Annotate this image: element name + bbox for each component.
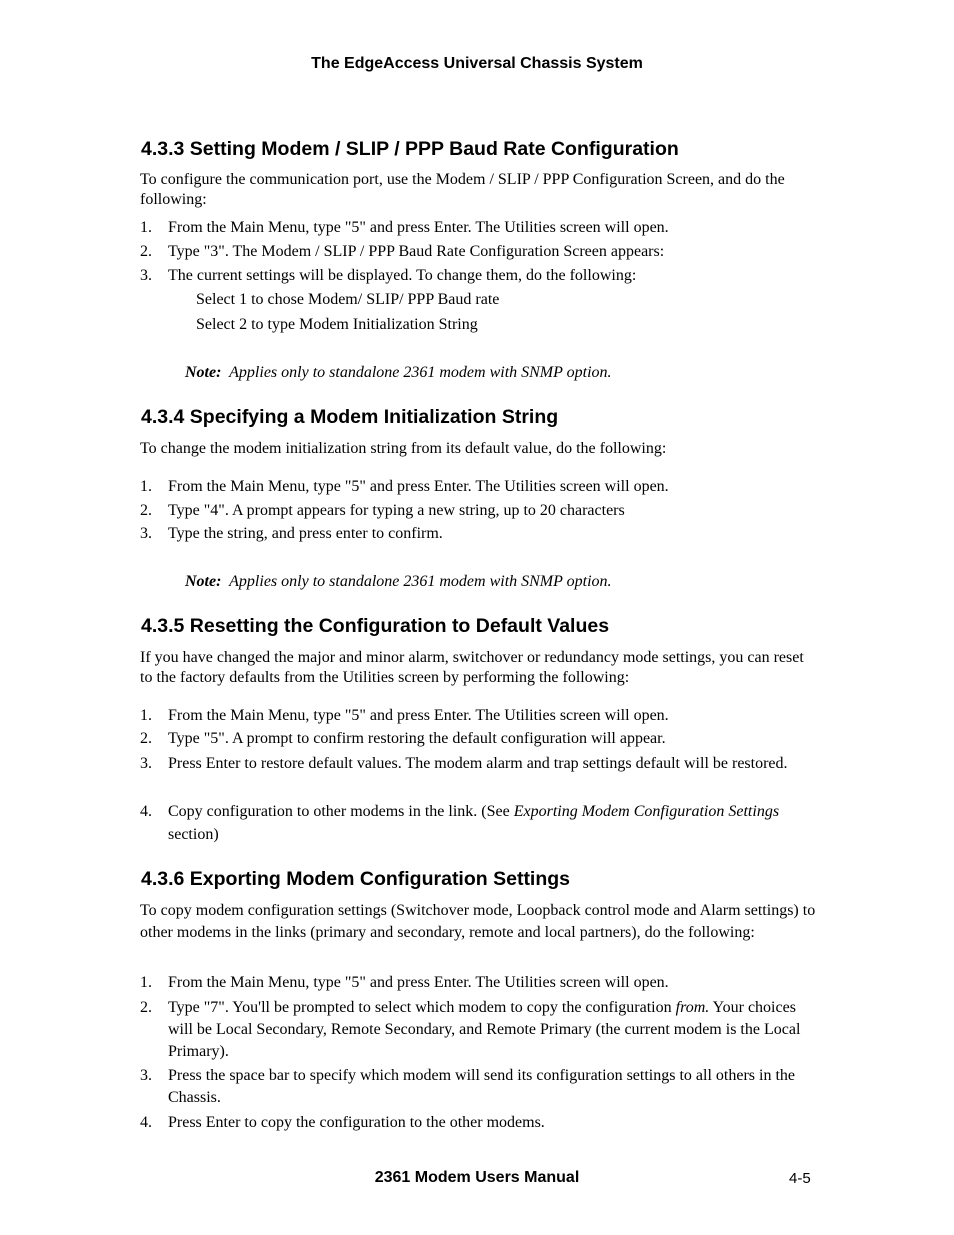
- list-item: 2. Type "3". The Modem / SLIP / PPP Baud Rate Configuration Screen appears:: [140, 243, 665, 260]
- list-item: 3. The current settings will be displayed. To change them, do the following:: [140, 267, 637, 284]
- section-heading-4-3-5: 4.3.5 Resetting the Configuration to Default Values: [141, 615, 610, 637]
- section-heading-4-3-4: 4.3.4 Specifying a Modem Initialization String: [141, 406, 559, 428]
- sub-item: Select 1 to chose Modem/ SLIP/ PPP Baud rate: [196, 291, 500, 308]
- list-item: 3. Press the space bar to specify which modem will send its configuration settings to all others in the Chassis.: [140, 1067, 795, 1106]
- list-item: 3. Press Enter to restore default values. The modem alarm and trap settings default will be restored.: [140, 755, 788, 772]
- section-intro: If you have changed the major and minor alarm, switchover or redundancy mode settings, you can reset to the factory defaults from the Utilities screen by performing the following:: [140, 649, 804, 686]
- list-item: 1. From the Main Menu, type "5" and press Enter. The Utilities screen will open.: [140, 478, 669, 495]
- section-heading-4-3-3: 4.3.3 Setting Modem / SLIP / PPP Baud Rate Configuration: [141, 138, 679, 160]
- list-item: 1. From the Main Menu, type "5" and press Enter. The Utilities screen will open.: [140, 707, 669, 724]
- page-number: 4-5: [789, 1170, 811, 1187]
- footer-title: 2361 Modem Users Manual: [374, 1169, 580, 1186]
- note: Note: Applies only to standalone 2361 modem with SNMP option.: [185, 364, 612, 381]
- list-item: 1. From the Main Menu, type "5" and press Enter. The Utilities screen will open.: [140, 219, 669, 236]
- list-item: 3. Type the string, and press enter to confirm.: [140, 525, 443, 542]
- list-item: 2. Type "4". A prompt appears for typing a new string, up to 20 characters: [140, 502, 625, 519]
- list-item: 2. Type "5". A prompt to confirm restoring the default configuration will appear.: [140, 730, 666, 747]
- section-intro: To copy modem configuration settings (Switchover mode, Loopback control mode and Alarm settings) to other modems in the links (primary and secondary, remote and local partners), do the following:: [140, 902, 816, 941]
- sub-item: Select 2 to type Modem Initialization String: [196, 316, 478, 333]
- list-item: 2. Type "7". You'll be prompted to select which modem to copy the configuration from. Your choices will be Local Secondary, Remote Secondary, and Remote Primary (the current modem is the Local Primary).: [140, 999, 801, 1060]
- running-header: The EdgeAccess Universal Chassis System: [311, 55, 643, 72]
- section-intro: To change the modem initialization string from its default value, do the following:: [140, 440, 667, 457]
- section-heading-4-3-6: 4.3.6 Exporting Modem Configuration Settings: [141, 868, 571, 890]
- list-item: 1. From the Main Menu, type "5" and press Enter. The Utilities screen will open.: [140, 974, 669, 991]
- list-item: 4. Copy configuration to other modems in the link. (See Exporting Modem Configuration Settings section): [140, 803, 780, 843]
- list-item: 4. Press Enter to copy the configuration to the other modems.: [140, 1114, 545, 1131]
- section-intro: To configure the communication port, use the Modem / SLIP / PPP Configuration Screen, and do the following:: [140, 171, 785, 208]
- note: Note: Applies only to standalone 2361 modem with SNMP option.: [185, 573, 612, 590]
